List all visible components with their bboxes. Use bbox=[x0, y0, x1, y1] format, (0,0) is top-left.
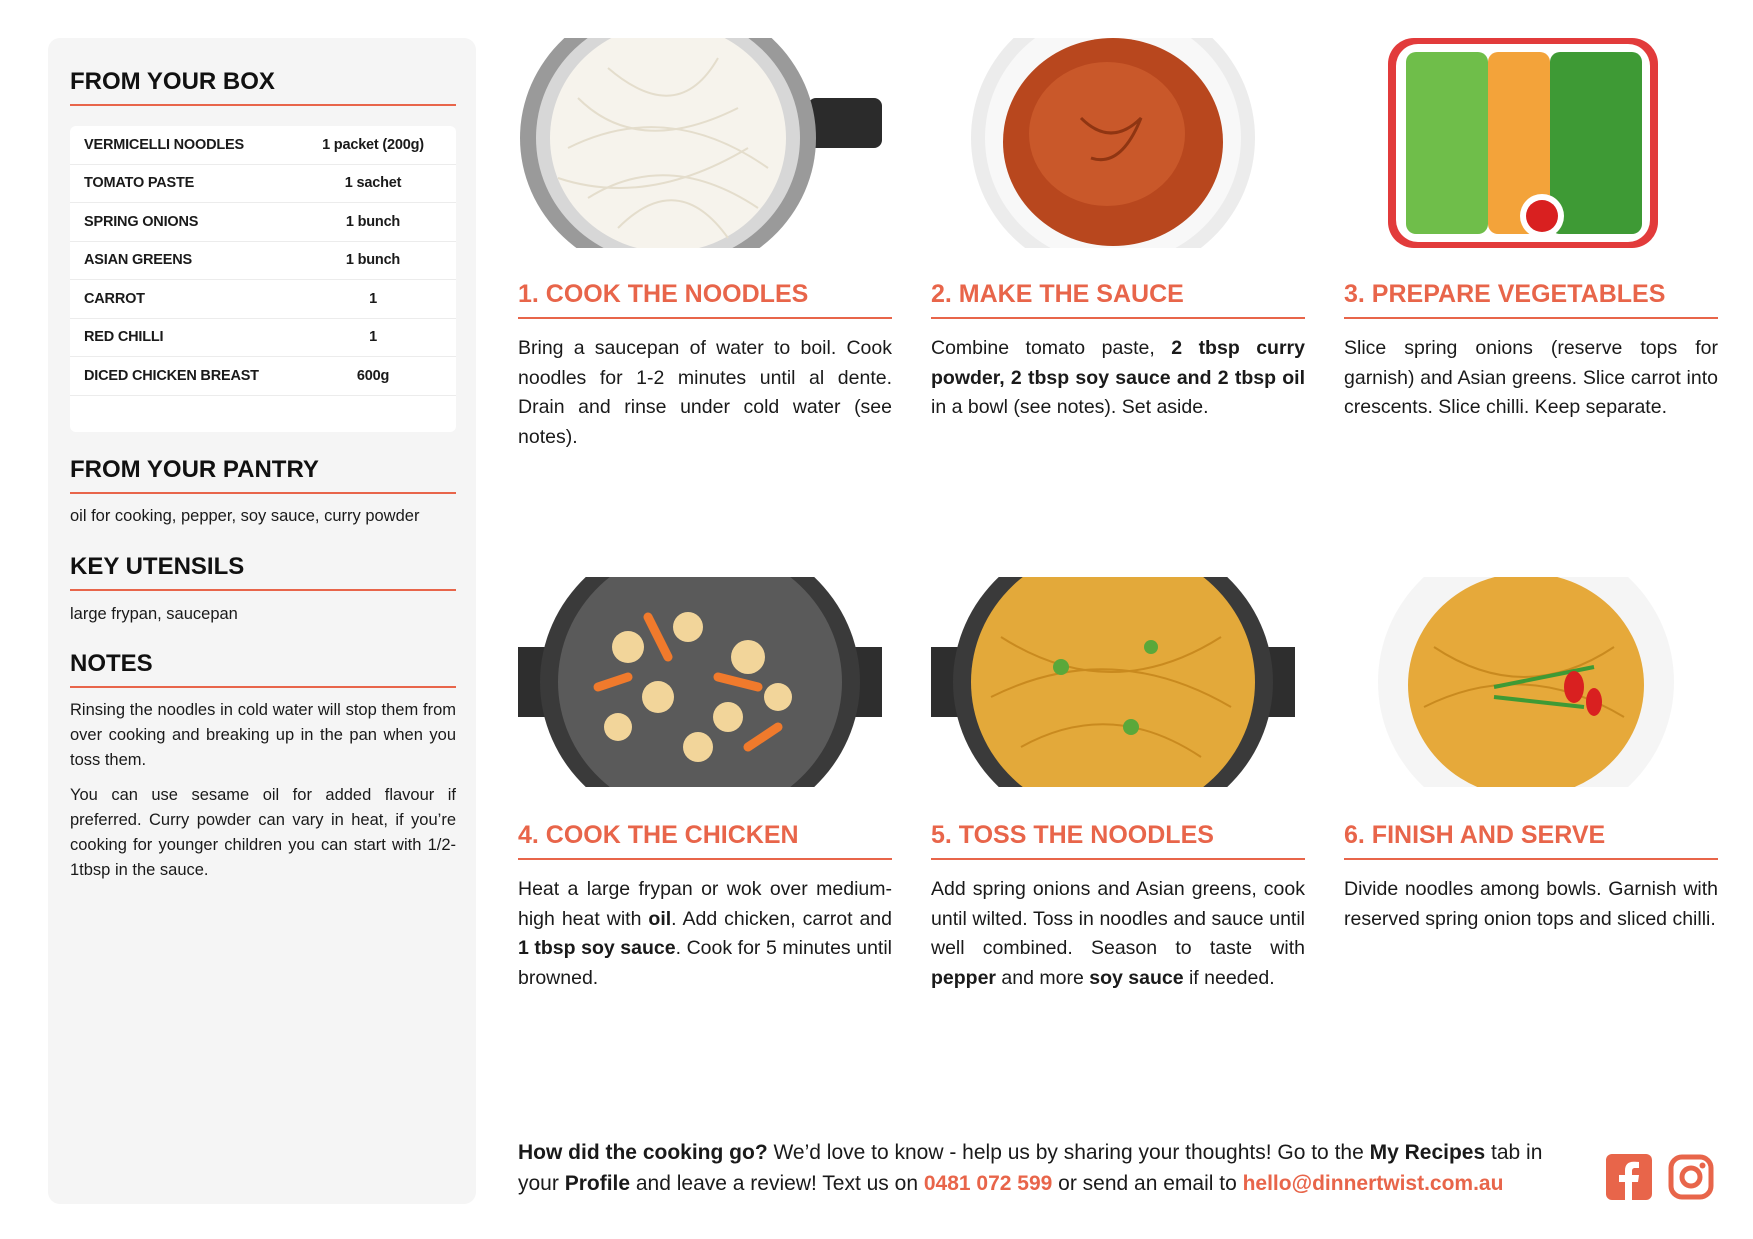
footer-text: or send an email to bbox=[1052, 1172, 1243, 1195]
noodles-pan-image bbox=[931, 577, 1295, 787]
step-1-title: 1. COOK THE NOODLES bbox=[518, 280, 892, 319]
ingredient-quantity: 1 bunch bbox=[345, 252, 401, 269]
ingredient-row bbox=[70, 242, 456, 281]
notes-paragraph: Rinsing the noodles in cold water will stop them from over cooking and breaking up in the pan when you toss them. bbox=[70, 701, 456, 769]
ingredient-row bbox=[70, 319, 456, 358]
notes-heading: NOTES bbox=[70, 650, 456, 688]
body-text: Bring a saucepan of water to boil. Cook noodles for 1-2 minutes until al dente. Drain and rinse under cold water (see notes). bbox=[518, 337, 892, 448]
bold-text: 2 tbsp curry powder, 2 tbsp soy sauce and 2 tbsp oil bbox=[931, 337, 1305, 389]
body-text: Slice spring onions (reserve tops for garnish) and Asian greens. Slice carrot into crescents. Slice chilli. Keep separate. bbox=[1344, 337, 1718, 418]
bold-text: soy sauce bbox=[1089, 966, 1184, 989]
ingredient-row bbox=[70, 357, 456, 396]
ingredient-row bbox=[70, 165, 456, 204]
ingredient-row bbox=[70, 203, 456, 242]
footer-text: and leave a review! Text us on bbox=[630, 1172, 924, 1195]
step-6-title: 6. FINISH AND SERVE bbox=[1344, 821, 1718, 860]
step-2-text bbox=[931, 334, 1305, 423]
box-heading: FROM YOUR BOX bbox=[70, 68, 456, 106]
footer-contact-link[interactable]: hello@dinnertwist.com.au bbox=[1242, 1172, 1504, 1195]
ingredient-name: ASIAN GREENS bbox=[84, 252, 192, 269]
ingredient-name: VERMICELLI NOODLES bbox=[84, 136, 244, 153]
footer-text: We’d love to know - help us by sharing your thoughts! Go to the bbox=[767, 1141, 1370, 1164]
footer-contact-link[interactable]: 0481 072 599 bbox=[923, 1172, 1053, 1195]
step-5-text bbox=[931, 875, 1305, 993]
ingredient-row bbox=[70, 280, 456, 319]
ingredient-quantity: 1 sachet bbox=[344, 175, 402, 192]
step-5-title: 5. TOSS THE NOODLES bbox=[931, 821, 1305, 860]
notes-paragraph: You can use sesame oil for added flavour if preferred. Curry powder can vary in heat, if you’re cooking for younger children you can start with 1/2-1tbsp in the sauce. bbox=[70, 786, 456, 879]
chicken-pan-image bbox=[518, 577, 882, 787]
body-text: and more bbox=[996, 966, 1090, 989]
step-4-title: 4. COOK THE CHICKEN bbox=[518, 821, 892, 860]
footer-emphasis: Profile bbox=[564, 1172, 631, 1195]
step-3-text bbox=[1344, 334, 1718, 423]
step-3-title: 3. PREPARE VEGETABLES bbox=[1344, 280, 1718, 319]
ingredient-name: SPRING ONIONS bbox=[84, 213, 199, 230]
utensils-text: large frypan, saucepan bbox=[70, 605, 238, 623]
pantry-text: oil for cooking, pepper, soy sauce, curry powder bbox=[70, 507, 420, 525]
noodles-pot-image bbox=[518, 38, 882, 248]
ingredient-row bbox=[70, 126, 456, 165]
instagram-icon[interactable] bbox=[1668, 1154, 1714, 1200]
ingredient-quantity: 1 bbox=[369, 290, 377, 307]
ingredient-name: TOMATO PASTE bbox=[84, 175, 195, 192]
body-text: Combine tomato paste, bbox=[931, 337, 1172, 359]
step-1-text bbox=[518, 334, 892, 452]
ingredient-quantity: 1 bbox=[369, 329, 377, 346]
body-text: Add spring onions and Asian greens, cook until wilted. Toss in noodles and sauce until well combined. Season to taste with bbox=[931, 878, 1305, 959]
ingredient-quantity: 600g bbox=[356, 367, 390, 384]
ingredient-name: CARROT bbox=[84, 290, 145, 307]
step-2-title: 2. MAKE THE SAUCE bbox=[931, 280, 1305, 319]
body-text: in a bowl (see notes). Set aside. bbox=[931, 396, 1209, 418]
bold-text: pepper bbox=[931, 966, 997, 989]
ingredient-name: RED CHILLI bbox=[84, 329, 164, 346]
body-text: Heat a large frypan or wok over medium-high heat with bbox=[518, 878, 892, 930]
box-ingredients-table bbox=[70, 126, 456, 432]
bold-text: oil bbox=[648, 907, 672, 930]
footer-text: tab in your bbox=[518, 1141, 1543, 1195]
footer-emphasis: My Recipes bbox=[1369, 1141, 1486, 1164]
served-bowl-image bbox=[1344, 577, 1708, 787]
vegetables-tray-image bbox=[1344, 38, 1708, 248]
pantry-heading: FROM YOUR PANTRY bbox=[70, 456, 456, 494]
utensils-heading: KEY UTENSILS bbox=[70, 553, 456, 591]
body-text: if needed. bbox=[1183, 966, 1275, 989]
ingredient-quantity: 1 bunch bbox=[345, 213, 401, 230]
step-6-text bbox=[1344, 875, 1718, 934]
body-text: Divide noodles among bowls. Garnish with reserved spring onion tops and sliced chilli. bbox=[1344, 878, 1718, 930]
step-4-text bbox=[518, 875, 892, 993]
ingredient-quantity: 1 packet (200g) bbox=[322, 136, 424, 153]
feedback-footer bbox=[518, 1137, 1578, 1199]
ingredients-sidebar bbox=[48, 38, 476, 1204]
footer-emphasis: How did the cooking go? bbox=[518, 1141, 768, 1164]
body-text: . Add chicken, carrot and bbox=[671, 907, 892, 930]
sauce-bowl-image bbox=[931, 38, 1295, 248]
ingredient-name: DICED CHICKEN BREAST bbox=[84, 367, 259, 384]
body-text: . Cook for 5 minutes until browned. bbox=[518, 937, 892, 989]
facebook-icon[interactable] bbox=[1606, 1154, 1652, 1200]
bold-text: 1 tbsp soy sauce bbox=[518, 937, 676, 959]
